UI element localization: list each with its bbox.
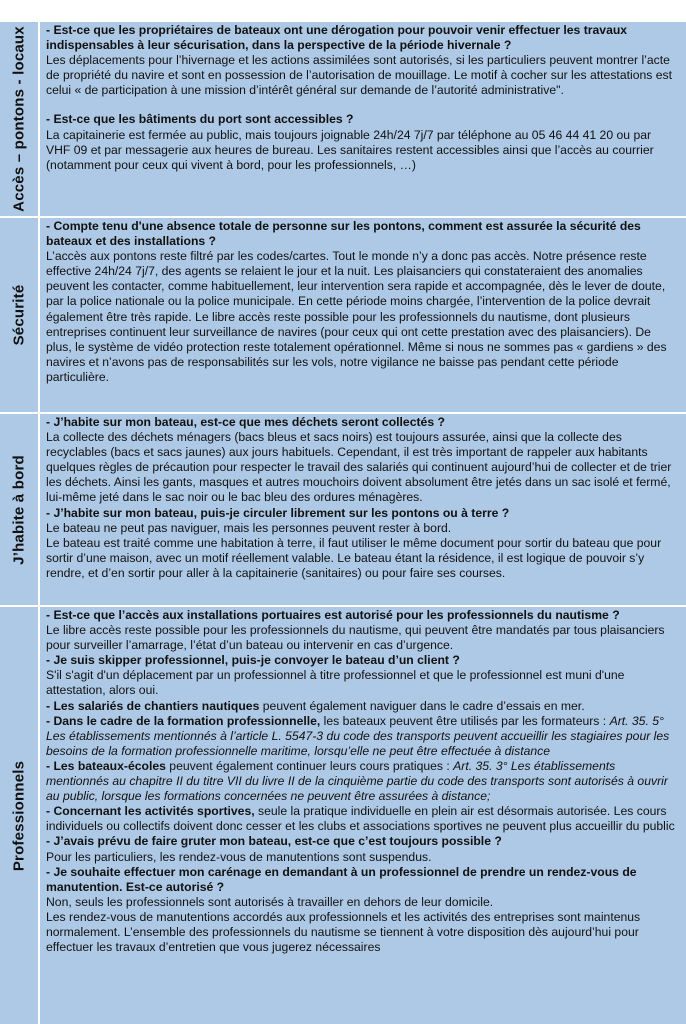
section-securite-sidebar [0, 218, 38, 412]
paragraph [46, 804, 678, 834]
section-acces-title: Accès – pontons - locaux [10, 26, 28, 212]
question: - Je souhaite effectuer mon carénage en demandant à un professionnel de prendre un rendez-vous de manutention. Est-ce autorisé ? [46, 864, 637, 894]
section-securite-title: Sécurité [10, 284, 28, 346]
legal-citation: Art. 35. 5° Les établissements mentionnés à l’article L. 5547-3 du code des transports peuvent accueillir les stagiaires pour les besoins de la formation professionnelle maritime, lorsqu’elle ne peut être effectuée à distance [46, 713, 670, 758]
section-habite [0, 414, 686, 605]
section-professionnels-content [40, 607, 686, 1024]
paragraph-text: seule la pratique individuelle en plein air est désormais autorisée. Les cours individuels ou collectifs doivent donc cesser et les clubs et associations sportives ne peuvent plus accueillir du public [46, 804, 675, 834]
answer: Le bateau est traité comme une habitation à terre, il faut utiliser le même document pour sortir du bateau que pour sortir d’une maison, avec un motif réellement valable. Le bateau étant la résidence, il est logique de pouvoir s’y rendre, et d’en sortir pour aller à la capitainerie (sanitaires) ou pour faire ses courses. [46, 535, 662, 580]
section-professionnels [0, 607, 686, 1024]
paragraph [46, 714, 678, 759]
answer: Pour les particuliers, les rendez-vous de manutentions sont suspendus. [46, 849, 432, 864]
section-securite [0, 218, 686, 412]
paragraph-text: peuvent également continuer leurs cours pratiques : [165, 758, 454, 773]
answer: La capitainerie est fermée au public, mais toujours joignable 24h/24 7j/7 par téléphone au 05 46 44 41 20 ou par VHF 09 et par messagerie aux heures de bureau. Les sanitaires restent accessibles ainsi que l’accès au courrier (notamment pour ceux qui vivent à bord, pour les professionnels, …) [46, 127, 654, 172]
question: - J’habite sur mon bateau, puis-je circuler librement sur les pontons ou à terre ? [46, 505, 510, 520]
answer: S'il s'agit d'un déplacement par un professionnel à titre professionnel et que le professionnel est muni d'une attestation, alors oui. [46, 668, 625, 698]
section-professionnels-sidebar [0, 607, 38, 1024]
paragraph-lead: - Concernant les activités sportives, [46, 804, 255, 819]
section-habite-sidebar [0, 414, 38, 605]
question: - Est-ce que l’accès aux installations portuaires est autorisé pour les professionnels du nautisme ? [46, 608, 620, 622]
answer: Les déplacements pour l’hivernage et les actions assimilées sont autorisés, si les particuliers peuvent montrer l’acte de propriété du navire et sont en possession de l’autorisation de mouillage. Le motif à cocher sur les attestations est celui « de participation à une mission d’intérêt général sur demande de l’autorité administrative". [46, 53, 672, 98]
paragraph-lead: - Les salariés de chantiers nautiques [46, 698, 260, 713]
section-habite-content [40, 414, 686, 605]
question: - Est-ce que les bâtiments du port sont accessibles ? [46, 112, 354, 127]
answer: Non, seuls les professionnels sont autorisés à travailler en dehors de leur domicile. [46, 894, 494, 909]
question: - Est-ce que les propriétaires de bateaux ont une dérogation pour pouvoir venir effectuer les travaux indispensables à leur sécurisation, dans la perspective de la période hivernale ? [46, 23, 628, 53]
paragraph [46, 759, 678, 804]
question: - Je suis skipper professionnel, puis-je convoyer le bateau d’un client ? [46, 653, 460, 668]
question: - J’habite sur mon bateau, est-ce que mes déchets seront collectés ? [46, 415, 445, 429]
answer: L’accès aux pontons reste filtré par les codes/cartes. Tout le monde n’y a donc pas accès. Notre présence reste effective 24h/24 7j/7, des agents se relaient le jour et la nuit. Les plaisanciers qui constateraient des anomalies peuvent les contacter, comme habituellement, leur intervention sera rapide et accompagnée, dès le lever de doute, par la police nationale ou la police municipale. En cette période moins chargée, l’intervention de la police devrait également être très rapide. Le libre accès reste possible pour les professionnels du nautisme, dont plusieurs entreprises continuent leur surveillance de navires (pour ceux qui ont cette prestation avec des plaisanciers). De plus, le système de vidéo protection reste totalement opérationnel. Même si nous ne sommes pas « gardiens » des navires et n’avons pas de responsabilités sur les vols, notre vigilance ne baisse pas pendant cette période particulière. [46, 249, 667, 384]
answer: Le libre accès reste possible pour les professionnels du nautisme, qui peuvent être mandatés par tous plaisanciers pour surveiller l’amarrage, l’état d’un bateau ou intervenir en cas d’urgence. [46, 623, 665, 653]
section-professionnels-title: Professionnels [10, 760, 28, 871]
section-acces-content [40, 22, 686, 216]
section-acces [0, 22, 686, 216]
paragraph [46, 699, 678, 714]
paragraph-text: les bateaux peuvent être utilisés par les formateurs : [320, 713, 610, 728]
section-securite-content [40, 218, 686, 412]
question: - J’avais prévu de faire gruter mon bateau, est-ce que c’est toujours possible ? [46, 834, 502, 849]
paragraph-lead: - Dans le cadre de la formation professionnelle, [46, 713, 321, 728]
section-habite-title: J’habite à bord [10, 454, 28, 565]
answer: Les rendez-vous de manutentions accordés aux professionnels et les activités des entreprises sont maintenus normalement. L’ensemble des professionnels du nautisme se tiennent à votre disposition dès aujourd’hui pour effectuer les travaux d’entretien que vous jugerez nécessaires [46, 909, 641, 955]
answer: Le bateau ne peut pas naviguer, mais les personnes peuvent rester à bord. [46, 520, 452, 535]
paragraph-text: peuvent également naviguer dans le cadre d’essais en mer. [259, 698, 585, 713]
answer: La collecte des déchets ménagers (bacs bleus et sacs noirs) est toujours assurée, ainsi que la collecte des recyclables (bacs et sacs jaunes) aux jours habituels. Cependant, il est très important de rappeler aux habitants quelques règles de précaution pour respecter le travail des salariés qui continuent aujourd’hui de collecter et de trier les déchets. Ainsi les gants, masques et autres mouchoirs doivent absolument être jetés dans un sac isolé et fermé, lui-même jeté dans le sac noir ou le bac bleu des ordures ménagères. [46, 430, 672, 505]
section-acces-sidebar [0, 22, 38, 216]
question: - Compte tenu d'une absence totale de personne sur les pontons, comment est assurée la sécurité des bateaux et des installations ? [46, 219, 641, 249]
paragraph-lead: - Les bateaux-écoles [46, 758, 166, 773]
legal-citation: Art. 35. 3° Les établissements mentionnés au chapitre II du titre VII du livre II de la cinquième partie du code des transports sont autorisés à ouvrir au public, lorsque les formations concernées ne peuvent être assurées à distance; [46, 758, 668, 804]
